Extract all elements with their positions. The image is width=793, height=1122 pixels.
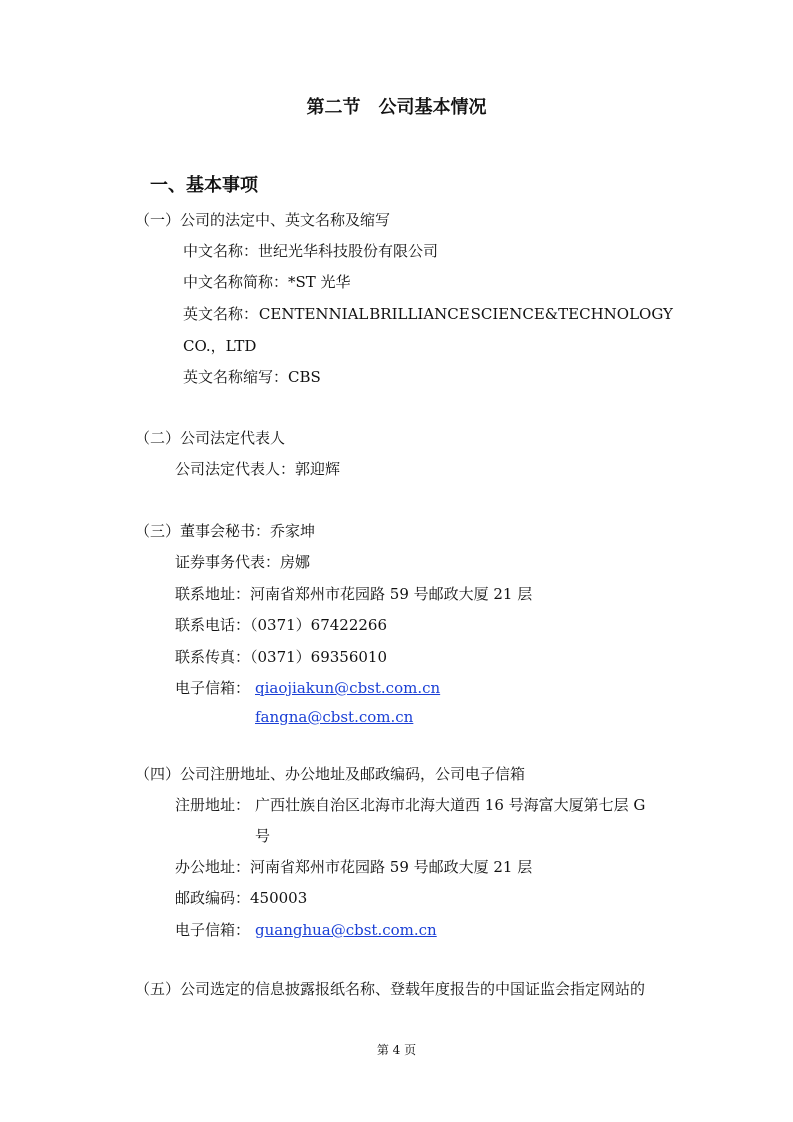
en-name-label: 英文名称： xyxy=(183,305,259,323)
en-name-word: CENTENNIAL xyxy=(258,305,369,323)
item3-label: （三）董事会秘书：乔家坤 xyxy=(135,522,316,540)
registered-address: 广西壮族自治区北海市北海大道西 16 号海富大厦第七层 G xyxy=(255,796,646,814)
email-link-guanghua[interactable]: guanghua@cbst.com.cn xyxy=(255,921,437,939)
registered-address-label: 注册地址： xyxy=(175,796,251,814)
section-heading-basic-info: 一、基本事项 xyxy=(150,175,258,196)
email-link-qiaojiakun[interactable]: qiaojiakun@cbst.com.cn xyxy=(255,679,441,697)
page-title: 第二节 公司基本情况 xyxy=(306,97,487,118)
securities-representative: 证券事务代表：房娜 xyxy=(175,553,311,571)
registered-address-cont: 号 xyxy=(255,827,271,845)
contact-address: 联系地址：河南省郑州市花园路 59 号邮政大厦 21 层 xyxy=(175,585,533,603)
item4-label: （四）公司注册地址、办公地址及邮政编码，公司电子信箱 xyxy=(135,765,526,783)
postcode: 邮政编码：450003 xyxy=(175,889,308,907)
item2-label: （二）公司法定代表人 xyxy=(135,429,286,447)
email-link-fangna[interactable]: fangna@cbst.com.cn xyxy=(255,708,414,726)
en-name-row xyxy=(183,304,673,324)
item1-label: （一）公司的法定中、英文名称及缩写 xyxy=(135,211,391,229)
en-short-name: 英文名称缩写：CBS xyxy=(183,368,321,386)
en-name-continued: CO.，LTD xyxy=(183,337,257,355)
contact-phone: 联系电话：（0371）67422266 xyxy=(175,616,388,634)
en-name-word: BRILLIANCE xyxy=(369,305,470,323)
cn-short-name: 中文名称简称：*ST 光华 xyxy=(183,273,351,291)
office-address: 办公地址：河南省郑州市花园路 59 号邮政大厦 21 层 xyxy=(175,858,533,876)
page-number: 第 4 页 xyxy=(376,1043,417,1057)
item5-label: （五）公司选定的信息披露报纸名称、登载年度报告的中国证监会指定网站的 xyxy=(135,980,646,998)
contact-fax: 联系传真：（0371）69356010 xyxy=(175,648,388,666)
en-name-word: SCIENCE&TECHNOLOGY xyxy=(470,305,673,323)
email-label: 电子信箱： xyxy=(175,679,251,697)
cn-name: 中文名称：世纪光华科技股份有限公司 xyxy=(183,242,439,260)
legal-representative: 公司法定代表人：郭迎辉 xyxy=(175,460,341,478)
company-email-label: 电子信箱： xyxy=(175,921,251,939)
